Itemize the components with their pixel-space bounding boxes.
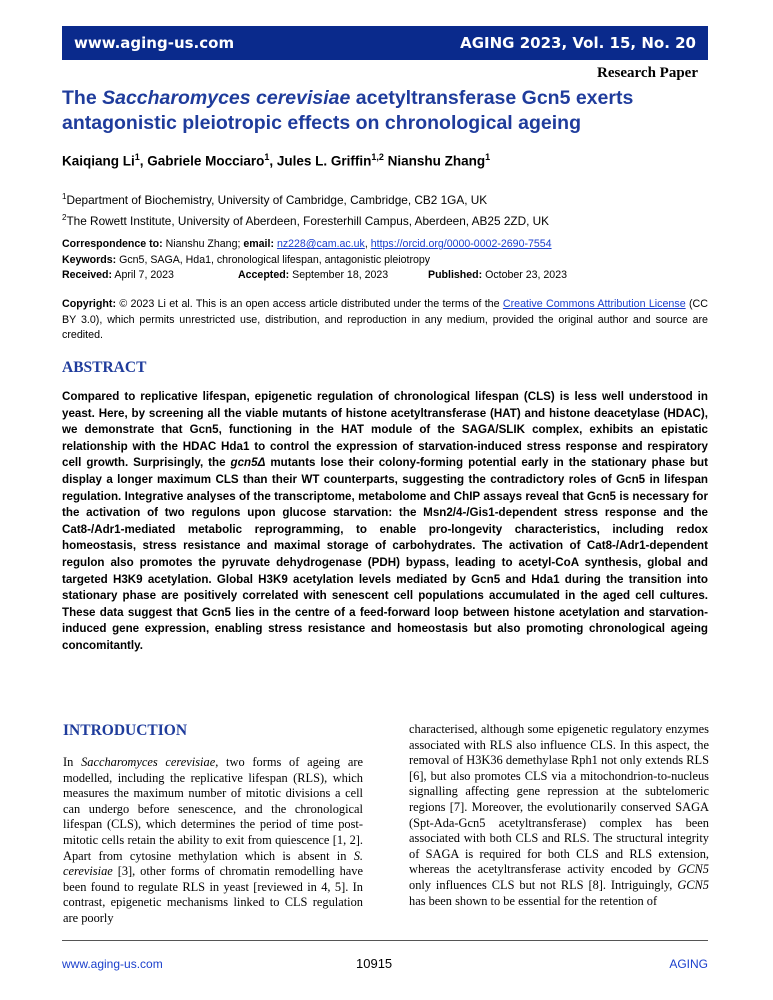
site-link[interactable]: www.aging-us.com <box>74 34 235 52</box>
intro-column-right: characterised, although some epigenetic regulatory enzymes associated with RLS also influence CLS. In this aspect, the removal of H3K36 demethylase Rph1 not only extends RLS [6], but also promotes CLS via a mitochondrion-to-nucleus signalling affecting gene repression at the subtelomeric regions [7]. Moreover, the evolutionarily conserved SAGA (Spt-Ada-Gcn5 acetyltransferase) complex has been associated with both CLS and RLS. The structural integrity of SAGA is required for both CLS and RLS extension, whereas the acetyltransferase activity encoded by GCN5 only influences CLS but not RLS [8]. Intriguingly, GCN5 has been shown to be essential for the retention of <box>409 722 709 908</box>
intro-column-left: In Saccharomyces cerevisiae, two forms of ageing are modelled, including the replicative lifespan (RLS), which measures the maximum number of mitotic divisions a cell can undergo before senescence, and the chronological lifespan (CLS), which determines the period of time post-mitotic cells retain the ability to exit from quiescence [1, 2]. Apart from cytosine methylation which is absent in S. cerevisiae [3], other forms of chromatin remodelling have been found to regulate RLS in yeast [reviewed in 4, 5]. In contrast, epigenetic mechanisms linked to CLS regulation are poorly <box>63 755 364 925</box>
article-meta <box>62 237 722 284</box>
abstract-body: Compared to replicative lifespan, epigenetic regulation of chronological lifespan (CLS) is less well understood in yeast. Here, by screening all the viable mutants of histone acetyltransferase (HAT) and histone deacetylase (HDAC), we demonstrate that Gcn5, functioning in the HAT module of the SAGA/SLIK complex, exhibits an epistatic relationship with the HDAC Hda1 to control the expression of starvation-induced stress response and respiratory cell growth. Surprisingly, the gcn5Δ mutants lose their colony-forming potential early in the stationary phase but display a longer maximum CLS than their WT counterparts, suggesting the contradictory roles of Gcn5 in lifespan regulation. Integrative analyses of the transcriptome, metabolome and ChIP assays reveal that Gcn5 is necessary for the activation of two regulons upon glucose starvation: the Msn2/4-/Gis1-dependent stress response and the Cat8-/Adr1-mediated metabolic reprogramming, to enable pro-longevity characteristics, including redox homeostasis, stress resistance and maximal storage of carbohydrates. The activation of Cat8-/Adr1-dependent regulon also promotes the pyruvate dehydrogenase (PDH) bypass, leading to acetyl-CoA synthesis, global and targeted H3K9 acetylation. Global H3K9 acetylation levels mediated by Gcn5 and Hda1 during the transition into stationary phase are positively correlated with senescent cell populations accumulated in the aged cell cultures. These data suggest that Gcn5 lies in the centre of a feed-forward loop between histone acetylation and starvation-induced gene expression, enabling stress resistance and homeostasis but also promoting chronological ageing concomitantly. <box>62 390 708 652</box>
journal-issue: AGING 2023, Vol. 15, No. 20 <box>460 34 696 52</box>
author: Jules L. Griffin <box>276 153 372 169</box>
title-species: Saccharomyces cerevisiae <box>102 87 351 109</box>
abstract-heading: ABSTRACT <box>62 359 147 376</box>
footer-divider <box>62 940 708 941</box>
correspondence: Correspondence to: Nianshu Zhang; email: nz228@cam.ac.uk, https://orcid.org/0000-0002-2690-7554 <box>62 238 552 250</box>
paper-type: Research Paper <box>597 65 698 81</box>
license-link[interactable]: Creative Commons Attribution License <box>502 298 686 310</box>
article-dates: Received: April 7, 2023 Accepted: September 18, 2023 Published: October 23, 2023 <box>62 269 567 281</box>
affiliations <box>62 188 549 230</box>
article-title: The Saccharomyces cerevisiae acetyltransferase Gcn5 exerts antagonistic pleiotropic effects on chronological ageing <box>62 87 634 134</box>
page-number: 10915 <box>356 956 393 971</box>
footer-journal: AGING <box>669 957 708 971</box>
author-list: Kaiqiang Li$^1$, Gabriele Mocciaro$^1$, Jules L. Griffin$^{1,2}$ Nianshu Zhang$^1$ <box>62 152 491 169</box>
affiliation: $^2$The Rowett Institute, University of Aberdeen, Foresterhill Campus, Aberdeen, AB25 2ZD, UK <box>62 212 550 228</box>
footer-site-link[interactable]: www.aging-us.com <box>62 957 163 971</box>
orcid-link[interactable]: https://orcid.org/0000-0002-2690-7554 <box>370 238 552 250</box>
journal-banner <box>62 26 708 60</box>
keywords: Keywords: Gcn5, SAGA, Hda1, chronological lifespan, antagonistic pleiotropy <box>62 253 431 266</box>
author: Kaiqiang Li <box>62 153 135 169</box>
author: Nianshu Zhang <box>387 153 486 169</box>
affiliation: $^1$Department of Biochemistry, University of Cambridge, Cambridge, CB2 1GA, UK <box>62 192 488 207</box>
author: Gabriele Mocciaro <box>147 153 265 169</box>
email-link[interactable]: nz228@cam.ac.uk <box>276 238 365 250</box>
introduction-heading: INTRODUCTION <box>63 722 188 739</box>
copyright-notice: Copyright: © 2023 Li et al. This is an open access article distributed under the terms of the Creative Commons Attribution License (CC BY 3.0), which permits unrestricted use, distribution, and reproduction in any medium, provided the original author and source are credited. <box>62 298 708 341</box>
